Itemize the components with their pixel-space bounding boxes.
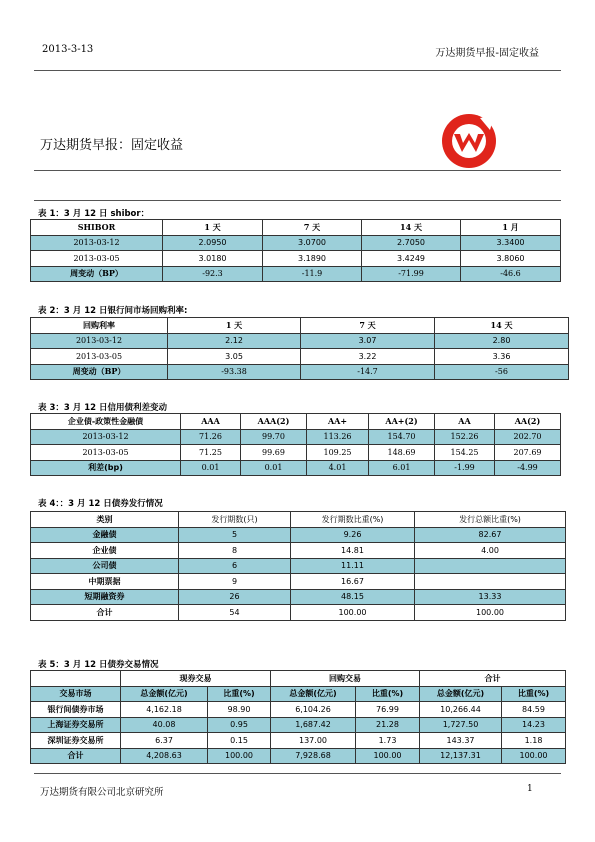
table-header-cell: 比重(%) (356, 686, 420, 702)
table-group-cell: 现券交易 (121, 671, 271, 687)
table-cell: 71.25 (181, 445, 241, 461)
company-logo-icon (440, 112, 498, 170)
table-cell: 利差(bp) (31, 460, 181, 476)
table-cell: 26 (179, 589, 291, 605)
table-header-cell: 总金额(亿元) (420, 686, 502, 702)
table-cell: 154.25 (435, 445, 495, 461)
table-cell: -14.7 (301, 364, 435, 380)
table-row (31, 349, 569, 365)
table-header-row (31, 220, 561, 236)
table-cell: 2.0950 (163, 235, 263, 251)
table-cell: 100.00 (502, 748, 566, 764)
table-row (31, 574, 566, 590)
table-header-cell: 7 天 (263, 220, 362, 236)
table-cell: 合计 (31, 748, 121, 764)
table-cell: 207.69 (495, 445, 561, 461)
table-cell: 82.67 (415, 527, 566, 543)
table-cell: 金融债 (31, 527, 179, 543)
table-row (31, 266, 561, 282)
table-cell: 6.01 (369, 460, 435, 476)
table-cell: 109.25 (307, 445, 369, 461)
table-header-cell (31, 671, 121, 687)
table-row (31, 717, 566, 733)
table-row (31, 235, 561, 251)
table-header-cell: 1 天 (168, 318, 301, 334)
table-cell: 2013-03-05 (31, 445, 181, 461)
table4-caption: 表 4：：3 月 12 日债券发行情况 (38, 499, 163, 509)
table-cell: 0.15 (208, 733, 271, 749)
table-cell: 3.1890 (263, 251, 362, 267)
table-cell: 1.18 (502, 733, 566, 749)
table-cell: 3.22 (301, 349, 435, 365)
table-header-cell: 回购利率 (31, 318, 168, 334)
table1-caption: 表 1：3 月 12 日 shibor： (38, 209, 150, 219)
table-header-cell: 交易市场 (31, 686, 121, 702)
table-header-cell: 1 天 (163, 220, 263, 236)
table-cell: 6,104.26 (271, 702, 356, 718)
table-header-row (31, 414, 561, 430)
table-header-row (31, 686, 566, 702)
table-header-cell: AA+ (307, 414, 369, 430)
table-cell: 14.81 (291, 543, 415, 559)
table-row (31, 558, 566, 574)
table-cell: 2013-03-05 (31, 251, 163, 267)
table-header-cell: AA+(2) (369, 414, 435, 430)
bond-trading-table (30, 670, 566, 764)
table-cell: 周变动（BP） (31, 364, 168, 380)
table-cell: -11.9 (263, 266, 362, 282)
table-cell: -56 (435, 364, 569, 380)
table-cell: 周变动（BP） (31, 266, 163, 282)
table-cell (415, 574, 566, 590)
table-cell: 84.59 (502, 702, 566, 718)
table-cell: 2013-03-12 (31, 235, 163, 251)
table-cell: 4,162.18 (121, 702, 208, 718)
repo-rate-table (30, 317, 569, 380)
table3-caption: 表 3：3 月 12 日信用债利差变动 (38, 403, 167, 413)
table-cell: 上海证券交易所 (31, 717, 121, 733)
table-cell: -46.6 (461, 266, 561, 282)
table-group-cell: 回购交易 (271, 671, 420, 687)
table-cell: 2.7050 (362, 235, 461, 251)
table-cell: 3.07 (301, 333, 435, 349)
table-cell: 2013-03-12 (31, 333, 168, 349)
table-header-cell: 1 月 (461, 220, 561, 236)
table-header-cell: AAA(2) (241, 414, 307, 430)
table-cell: 4,208.63 (121, 748, 208, 764)
table-cell: 148.69 (369, 445, 435, 461)
table-header-cell: 14 天 (362, 220, 461, 236)
table-header-cell: AA(2) (495, 414, 561, 430)
table-cell: 143.37 (420, 733, 502, 749)
table-row (31, 702, 566, 718)
table-cell: 8 (179, 543, 291, 559)
table-cell: 152.26 (435, 429, 495, 445)
table-cell: 3.05 (168, 349, 301, 365)
table-cell: -4.99 (495, 460, 561, 476)
table-cell: 0.01 (241, 460, 307, 476)
table-cell: 3.0180 (163, 251, 263, 267)
document-title: 万达期货早报：固定收益 (40, 138, 184, 153)
table-cell: 54 (179, 605, 291, 621)
table-cell: 0.95 (208, 717, 271, 733)
table-cell: 9 (179, 574, 291, 590)
table-cell: 2013-03-05 (31, 349, 168, 365)
table-row (31, 364, 569, 380)
header-date: 2013-3-13 (42, 44, 94, 55)
table-header-cell: SHIBOR (31, 220, 163, 236)
table-header-cell: 总金额(亿元) (271, 686, 356, 702)
table-cell: -92.3 (163, 266, 263, 282)
table-cell: 40.08 (121, 717, 208, 733)
table-cell: 1,727.50 (420, 717, 502, 733)
table-cell: 137.00 (271, 733, 356, 749)
header-title: 万达期货早报-固定收益 (435, 48, 539, 59)
credit-spread-table (30, 413, 561, 476)
table-header-cell: 企业债-政策性金融债 (31, 414, 181, 430)
table-cell: 4.01 (307, 460, 369, 476)
table-header-cell: 总金额(亿元) (121, 686, 208, 702)
table-cell: 99.69 (241, 445, 307, 461)
table-header-row (31, 318, 569, 334)
table-cell: 100.00 (291, 605, 415, 621)
section-rule (34, 200, 561, 201)
table-cell: 6 (179, 558, 291, 574)
table-cell: 9.26 (291, 527, 415, 543)
table-cell: 公司债 (31, 558, 179, 574)
table-header-cell: AA (435, 414, 495, 430)
table-cell: 3.4249 (362, 251, 461, 267)
table-cell: 113.26 (307, 429, 369, 445)
table-cell: 14.23 (502, 717, 566, 733)
table-cell: 3.36 (435, 349, 569, 365)
table-cell: 6.37 (121, 733, 208, 749)
table-cell: 7,928.68 (271, 748, 356, 764)
table-cell: 3.3400 (461, 235, 561, 251)
table-row (31, 333, 569, 349)
page-number: 1 (527, 784, 533, 794)
table-row (31, 733, 566, 749)
table2-caption: 表 2：3 月 12 日银行间市场回购利率: (38, 306, 188, 316)
table-cell: 1,687.42 (271, 717, 356, 733)
table-cell: 202.70 (495, 429, 561, 445)
table-cell: 13.33 (415, 589, 566, 605)
table-cell: 企业债 (31, 543, 179, 559)
table-cell: 3.0700 (263, 235, 362, 251)
table5-caption: 表 5：3 月 12 日债券交易情况 (38, 660, 159, 670)
table-header-cell: 发行期数比重(%) (291, 512, 415, 528)
table-header-row (31, 512, 566, 528)
title-rule (34, 170, 561, 171)
table-cell: 12,137.31 (420, 748, 502, 764)
table-cell: 10,266.44 (420, 702, 502, 718)
table-header-cell: 比重(%) (208, 686, 271, 702)
table-cell: 16.67 (291, 574, 415, 590)
table-cell: 银行间债券市场 (31, 702, 121, 718)
table-cell: 11.11 (291, 558, 415, 574)
table-row (31, 605, 566, 621)
table-cell: 5 (179, 527, 291, 543)
table-cell: -1.99 (435, 460, 495, 476)
table-header-cell: AAA (181, 414, 241, 430)
table-cell: 98.90 (208, 702, 271, 718)
table-header-cell: 发行期数(只) (179, 512, 291, 528)
table-cell: 4.00 (415, 543, 566, 559)
table-cell (415, 558, 566, 574)
table-cell: 154.70 (369, 429, 435, 445)
table-cell: -93.38 (168, 364, 301, 380)
table-cell: 0.01 (181, 460, 241, 476)
table-header-cell: 类别 (31, 512, 179, 528)
table-cell: 21.28 (356, 717, 420, 733)
table-cell: 2.12 (168, 333, 301, 349)
table-row (31, 589, 566, 605)
footer-rule (34, 773, 561, 774)
table-group-cell: 合计 (420, 671, 566, 687)
table-cell: 短期融资券 (31, 589, 179, 605)
table-cell: 100.00 (208, 748, 271, 764)
table-cell: 48.15 (291, 589, 415, 605)
table-cell: 99.70 (241, 429, 307, 445)
table-cell: 深圳证券交易所 (31, 733, 121, 749)
table-header-cell: 7 天 (301, 318, 435, 334)
bond-issuance-table (30, 511, 566, 621)
table-cell: 1.73 (356, 733, 420, 749)
table-header-cell: 比重(%) (502, 686, 566, 702)
footer-company: 万达期货有限公司北京研究所 (40, 787, 164, 798)
table-cell: -71.99 (362, 266, 461, 282)
table-cell: 71.26 (181, 429, 241, 445)
table-group-row (31, 671, 566, 687)
table-cell: 100.00 (415, 605, 566, 621)
shibor-table (30, 219, 561, 282)
table-header-cell: 发行总额比重(%) (415, 512, 566, 528)
table-cell: 合计 (31, 605, 179, 621)
table-row (31, 429, 561, 445)
table-cell: 中期票据 (31, 574, 179, 590)
table-row (31, 251, 561, 267)
table-cell: 76.99 (356, 702, 420, 718)
table-cell: 2013-03-12 (31, 429, 181, 445)
table-row (31, 445, 561, 461)
table-row (31, 460, 561, 476)
table-header-cell: 14 天 (435, 318, 569, 334)
table-row (31, 543, 566, 559)
header-rule (34, 70, 561, 71)
table-row (31, 527, 566, 543)
table-cell: 2.80 (435, 333, 569, 349)
table-row (31, 748, 566, 764)
table-cell: 100.00 (356, 748, 420, 764)
table-cell: 3.8060 (461, 251, 561, 267)
